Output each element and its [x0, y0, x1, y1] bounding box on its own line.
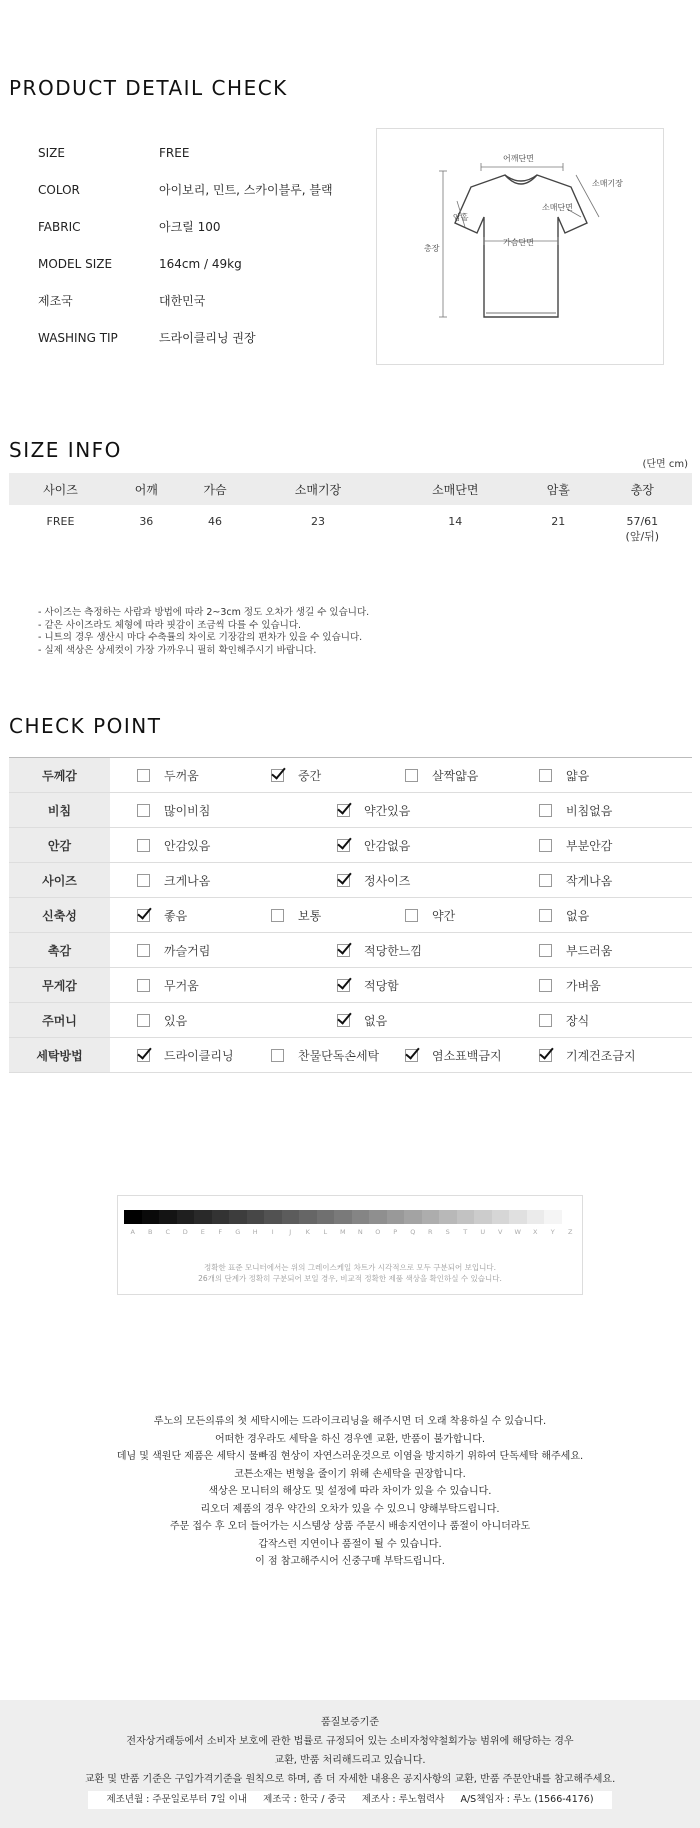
size-note-line: - 같은 사이즈라도 체형에 따라 핏감이 조금씩 다를 수 있습니다. — [38, 619, 302, 631]
check-point-row — [9, 828, 692, 863]
checkbox-icon[interactable] — [539, 909, 552, 922]
spec-label: MODEL SIZE — [38, 256, 113, 271]
checked-box-icon[interactable] — [539, 1049, 552, 1062]
check-option-label: 까슬거림 — [164, 944, 211, 958]
check-option[interactable] — [539, 1003, 589, 1038]
checked-box-icon[interactable] — [405, 1049, 418, 1062]
check-option[interactable] — [337, 968, 399, 1003]
check-option-label: 장식 — [566, 1014, 590, 1028]
gray-swatch — [404, 1210, 422, 1224]
check-option[interactable] — [539, 1038, 636, 1073]
gray-swatch — [527, 1210, 545, 1224]
gray-swatch — [422, 1210, 440, 1224]
grayscale-note — [118, 1262, 582, 1284]
size-table-header: 소매단면 — [387, 473, 524, 505]
check-option[interactable] — [539, 933, 612, 968]
spec-value: 아크릴 100 — [159, 220, 221, 234]
checked-box-icon[interactable] — [137, 1049, 150, 1062]
check-option[interactable] — [271, 1038, 379, 1073]
checkbox-icon[interactable] — [137, 979, 150, 992]
check-point-row — [9, 863, 692, 898]
check-option[interactable] — [137, 758, 199, 793]
spec-label: WASHING TIP — [38, 330, 118, 345]
gray-swatch — [334, 1210, 352, 1224]
gray-swatch — [282, 1210, 300, 1224]
checked-box-icon[interactable] — [137, 909, 150, 922]
check-option-label: 안감있음 — [164, 839, 211, 853]
gray-swatch — [457, 1210, 475, 1224]
gray-swatch — [352, 1210, 370, 1224]
check-option-label: 많이비침 — [164, 804, 211, 818]
size-table-header: 사이즈 — [9, 473, 112, 505]
size-table-cell: 36 — [139, 515, 154, 528]
notice-line: 리오더 제품의 경우 약간의 오차가 있을 수 있으니 양해부탁드립니다. — [200, 1503, 500, 1515]
size-table — [9, 473, 692, 565]
quality-footer — [0, 1700, 700, 1828]
check-point-row — [9, 898, 692, 933]
spec-row — [38, 319, 358, 356]
check-point-table — [9, 757, 692, 1073]
gray-swatch — [299, 1210, 317, 1224]
gray-letter: V — [498, 1228, 503, 1236]
check-point-title: CHECK POINT — [9, 714, 162, 738]
gray-swatch — [544, 1210, 562, 1224]
gray-swatch — [247, 1210, 265, 1224]
check-option-label: 살짝얇음 — [432, 769, 479, 783]
size-table-header: 암홀 — [524, 473, 593, 505]
gray-letter: W — [514, 1228, 521, 1236]
checked-box-icon[interactable] — [337, 874, 350, 887]
spec-value: 대한민국 — [159, 294, 206, 308]
checkbox-icon[interactable] — [137, 1014, 150, 1027]
check-point-label: 촉감 — [9, 933, 110, 967]
size-table-cell: 23 — [310, 515, 325, 528]
check-point-label: 무게감 — [9, 968, 110, 1002]
check-option-label: 적당한느낌 — [364, 944, 422, 958]
gray-swatch — [177, 1210, 195, 1224]
gray-letter: N — [357, 1228, 363, 1236]
label-armhole: 암홀 — [453, 213, 469, 222]
checkbox-icon[interactable] — [137, 874, 150, 887]
check-point-label: 사이즈 — [9, 863, 110, 897]
check-point-row — [9, 758, 692, 793]
footer-line: 전자상거래등에서 소비자 보호에 관한 법률로 규정되어 있는 소비자청약철회가능 범위에 해당하는 경우 — [126, 1736, 574, 1747]
gray-letter: K — [305, 1228, 310, 1236]
size-table-cell: 14 — [448, 515, 463, 528]
gray-swatch — [509, 1210, 527, 1224]
grayscale-ramp — [124, 1210, 579, 1224]
check-option-label: 정사이즈 — [364, 874, 411, 888]
spec-row — [38, 171, 358, 208]
spec-row — [38, 282, 358, 319]
footer-lines — [0, 1732, 700, 1789]
check-option[interactable] — [539, 968, 601, 1003]
checkbox-icon[interactable] — [137, 769, 150, 782]
spec-label: FABRIC — [38, 219, 81, 234]
gray-letter: M — [339, 1228, 346, 1236]
footer-line: 교환, 반품 처리해드리고 있습니다. — [274, 1755, 426, 1766]
check-option[interactable] — [337, 933, 422, 968]
spec-value: 아이보리, 민트, 스카이블루, 블랙 — [159, 183, 333, 197]
notice-line: 색상은 모니터의 해상도 및 설정에 따라 차이가 있을 수 있습니다. — [208, 1486, 492, 1497]
size-table-cell: 57/61 (앞/뒤) — [625, 515, 660, 543]
check-option-label: 비침없음 — [566, 804, 613, 818]
footer-info: 제조년월 : 주문일로부터 7일 이내 — [106, 1794, 248, 1805]
spec-row — [38, 245, 358, 282]
check-option-label: 염소표백금지 — [432, 1049, 502, 1063]
label-sleeve-length: 소매기장 — [592, 179, 623, 188]
check-option-label: 안감없음 — [364, 839, 411, 853]
gray-letter: X — [533, 1228, 538, 1236]
gray-letter: F — [218, 1228, 223, 1236]
notice-line: 이 점 참고해주시어 신중구매 부탁드립니다. — [255, 1556, 445, 1567]
spec-value: FREE — [159, 145, 190, 160]
size-table-header: 어깨 — [112, 473, 181, 505]
check-option-label: 얇음 — [566, 769, 590, 783]
gray-letter: T — [463, 1228, 468, 1236]
check-option-label: 찬물단독손세탁 — [298, 1049, 380, 1063]
checkbox-icon[interactable] — [137, 804, 150, 817]
spec-label: SIZE — [38, 145, 65, 160]
label-length: 총장 — [424, 244, 440, 253]
checkbox-icon[interactable] — [539, 769, 552, 782]
size-table-header: 소매기장 — [249, 473, 386, 505]
check-option-label: 약간 — [432, 909, 456, 923]
checkbox-icon[interactable] — [539, 839, 552, 852]
notice-text — [0, 1413, 700, 1571]
check-option[interactable] — [337, 863, 410, 898]
check-point-row — [9, 968, 692, 1003]
gray-swatch — [387, 1210, 405, 1224]
footer-line: 교환 및 반품 기준은 구입가격기준을 원칙으로 하며, 좀 더 자세한 내용은 공지사항의 교환, 반품 주문안내를 참고해주세요. — [84, 1774, 616, 1785]
label-chest: 가슴단면 — [503, 238, 534, 247]
gray-letter: O — [375, 1228, 381, 1236]
check-option-label: 있음 — [164, 1014, 188, 1028]
check-option[interactable] — [539, 898, 589, 933]
checked-box-icon[interactable] — [337, 1014, 350, 1027]
notice-line: 루노의 모든의류의 첫 세탁시에는 드라이크리닝을 해주시면 더 오래 착용하실 수 있습니다. — [153, 1416, 547, 1427]
gray-letter: L — [323, 1228, 328, 1236]
check-option[interactable] — [337, 828, 410, 863]
gray-swatch — [474, 1210, 492, 1224]
gray-swatch — [562, 1210, 580, 1224]
check-option-label: 부드러움 — [566, 944, 613, 958]
gray-letter: D — [182, 1228, 188, 1236]
size-note-line: - 실제 색상은 상세컷이 가장 가까우니 필히 확인해주시기 바랍니다. — [38, 644, 317, 656]
gray-swatch — [124, 1210, 142, 1224]
checkbox-icon[interactable] — [539, 944, 552, 957]
check-option-label: 두꺼움 — [164, 769, 199, 783]
gray-letter: C — [165, 1228, 171, 1236]
footer-info: A/S책임자 : 루노 (1566-4176) — [460, 1794, 594, 1805]
gray-letter: H — [252, 1228, 258, 1236]
check-option[interactable] — [539, 793, 612, 828]
check-option[interactable] — [137, 898, 187, 933]
notice-line: 주문 접수 후 오더 들어가는 시스템상 상품 주문시 배송지연이나 품절이 아니더라도 — [169, 1521, 531, 1532]
notice-line: 코튼소재는 변형을 줄이기 위해 손세탁을 권장합니다. — [234, 1468, 466, 1480]
check-option-label: 크게나옴 — [164, 874, 211, 888]
gray-letter: Z — [568, 1228, 573, 1236]
size-notes — [38, 607, 369, 657]
gray-swatch — [492, 1210, 510, 1224]
checkbox-icon[interactable] — [137, 839, 150, 852]
check-option-label: 기계건조금지 — [566, 1049, 636, 1063]
gray-letter: U — [480, 1228, 486, 1236]
gray-note-line: 정확한 표준 모니터에서는 위의 그레이스케일 차트가 시각적으로 모두 구분되어 보입니다. — [204, 1263, 496, 1272]
checked-box-icon[interactable] — [337, 839, 350, 852]
checked-box-icon[interactable] — [337, 979, 350, 992]
spec-value: 드라이클리닝 권장 — [159, 331, 256, 345]
footer-info: 제조사 : 루노협력사 — [361, 1794, 445, 1805]
checkbox-icon[interactable] — [539, 1014, 552, 1027]
checkbox-icon[interactable] — [539, 874, 552, 887]
gray-letter: Q — [410, 1228, 416, 1236]
check-option[interactable] — [337, 793, 410, 828]
check-option[interactable] — [137, 968, 199, 1003]
check-option[interactable] — [137, 1003, 187, 1038]
check-option[interactable] — [137, 1038, 234, 1073]
size-note-line: - 니트의 경우 생산시 마다 수축률의 차이로 기장감의 편차가 있을 수 있습니다. — [38, 632, 363, 644]
size-table-cell: 46 — [207, 515, 222, 528]
spec-list — [38, 134, 358, 356]
size-table-cell: FREE — [46, 515, 75, 528]
size-info-title: SIZE INFO — [9, 438, 122, 462]
check-point-row — [9, 933, 692, 968]
spec-label: 제조국 — [38, 294, 73, 308]
checked-box-icon[interactable] — [337, 944, 350, 957]
size-table-row — [9, 505, 692, 565]
gray-swatch — [194, 1210, 212, 1224]
check-option[interactable] — [271, 898, 321, 933]
check-point-label: 주머니 — [9, 1003, 110, 1037]
check-option[interactable] — [337, 1003, 387, 1038]
gray-letter: I — [271, 1228, 274, 1236]
check-option[interactable] — [271, 758, 321, 793]
check-option[interactable] — [137, 933, 210, 968]
checkbox-icon[interactable] — [405, 769, 418, 782]
gray-swatch — [264, 1210, 282, 1224]
check-option[interactable] — [405, 1038, 502, 1073]
check-option[interactable] — [137, 793, 210, 828]
check-point-label: 두께감 — [9, 758, 110, 792]
gray-swatch — [142, 1210, 160, 1224]
notice-line: 갑작스런 지연이나 품절이 될 수 있습니다. — [258, 1538, 442, 1550]
check-option-label: 약간있음 — [364, 804, 411, 818]
size-table-header: 총장 — [593, 473, 692, 505]
checkbox-icon[interactable] — [405, 909, 418, 922]
checkbox-icon[interactable] — [271, 909, 284, 922]
gray-letter: J — [289, 1228, 292, 1236]
label-sleeve-width: 소매단면 — [542, 203, 573, 212]
footer-title: 품질보증기준 — [321, 1717, 379, 1728]
check-option-label: 적당함 — [364, 979, 399, 993]
gray-swatch — [229, 1210, 247, 1224]
gray-swatch — [439, 1210, 457, 1224]
gray-letter: S — [445, 1228, 450, 1236]
check-point-label: 비침 — [9, 793, 110, 827]
spec-row — [38, 208, 358, 245]
gray-swatch — [317, 1210, 335, 1224]
checked-box-icon[interactable] — [337, 804, 350, 817]
notice-line: 어떠한 경우라도 세탁을 하신 경우엔 교환, 반품이 불가합니다. — [214, 1433, 486, 1445]
check-point-label: 세탁방법 — [9, 1038, 110, 1072]
check-option-label: 보통 — [298, 909, 322, 923]
gray-swatch — [159, 1210, 177, 1224]
checkbox-icon[interactable] — [137, 944, 150, 957]
gray-letter: G — [235, 1228, 241, 1236]
check-point-row — [9, 1038, 692, 1073]
check-point-label: 신축성 — [9, 898, 110, 932]
spec-label: COLOR — [38, 182, 80, 197]
size-table-header: 가슴 — [181, 473, 250, 505]
grayscale-chart — [117, 1195, 583, 1295]
footer-info-bar — [88, 1791, 611, 1809]
spec-row — [38, 134, 358, 171]
check-option-label: 작게나옴 — [566, 874, 613, 888]
check-option-label: 무거움 — [164, 979, 199, 993]
gray-letter: Y — [550, 1228, 555, 1236]
gray-letter: P — [393, 1228, 398, 1236]
check-point-row — [9, 793, 692, 828]
check-option-label: 중간 — [298, 769, 322, 783]
check-option-label: 가벼움 — [566, 979, 601, 993]
gray-letter: R — [427, 1228, 433, 1236]
checkbox-icon[interactable] — [271, 1049, 284, 1062]
grayscale-letters — [124, 1228, 579, 1236]
check-option[interactable] — [137, 863, 210, 898]
notice-line: 데님 및 색원단 제품은 세탁시 물빠짐 현상이 자연스러운것으로 이염을 방지하기 위하여 단독세탁 해주세요. — [116, 1451, 584, 1462]
check-option[interactable] — [405, 758, 478, 793]
size-note-line: - 사이즈는 측정하는 사람과 방법에 따라 2~3cm 정도 오차가 생길 수 있습니다. — [38, 607, 370, 618]
check-point-label: 안감 — [9, 828, 110, 862]
check-option-label: 없음 — [566, 909, 590, 923]
tshirt-diagram — [376, 128, 664, 365]
product-detail-title: PRODUCT DETAIL CHECK — [9, 76, 288, 100]
checkbox-icon[interactable] — [539, 979, 552, 992]
check-option-label: 없음 — [364, 1014, 388, 1028]
check-option-label: 드라이클리닝 — [164, 1049, 234, 1063]
checked-box-icon[interactable] — [271, 769, 284, 782]
gray-letter: B — [148, 1228, 153, 1236]
checkbox-icon[interactable] — [539, 804, 552, 817]
check-option[interactable] — [539, 863, 612, 898]
unit-label: (단면 cm) — [642, 459, 688, 470]
gray-letter: E — [200, 1228, 205, 1236]
gray-swatch — [212, 1210, 230, 1224]
footer-info: 제조국 : 한국 / 중국 — [263, 1794, 346, 1805]
label-shoulder: 어깨단면 — [503, 154, 534, 163]
check-point-row — [9, 1003, 692, 1038]
check-option-label: 부분안감 — [566, 839, 613, 853]
size-table-cell: 21 — [551, 515, 566, 528]
check-option[interactable] — [539, 828, 612, 863]
gray-letter: A — [130, 1228, 135, 1236]
gray-note-line: 26개의 단계가 정확히 구분되어 보일 경우, 비교적 정확한 제품 색상을 확인하실 수 있습니다. — [198, 1274, 502, 1283]
check-option-label: 좋음 — [164, 909, 188, 923]
spec-value: 164cm / 49kg — [159, 256, 242, 271]
check-option[interactable] — [137, 828, 210, 863]
check-option[interactable] — [539, 758, 589, 793]
gray-swatch — [369, 1210, 387, 1224]
check-option[interactable] — [405, 898, 455, 933]
